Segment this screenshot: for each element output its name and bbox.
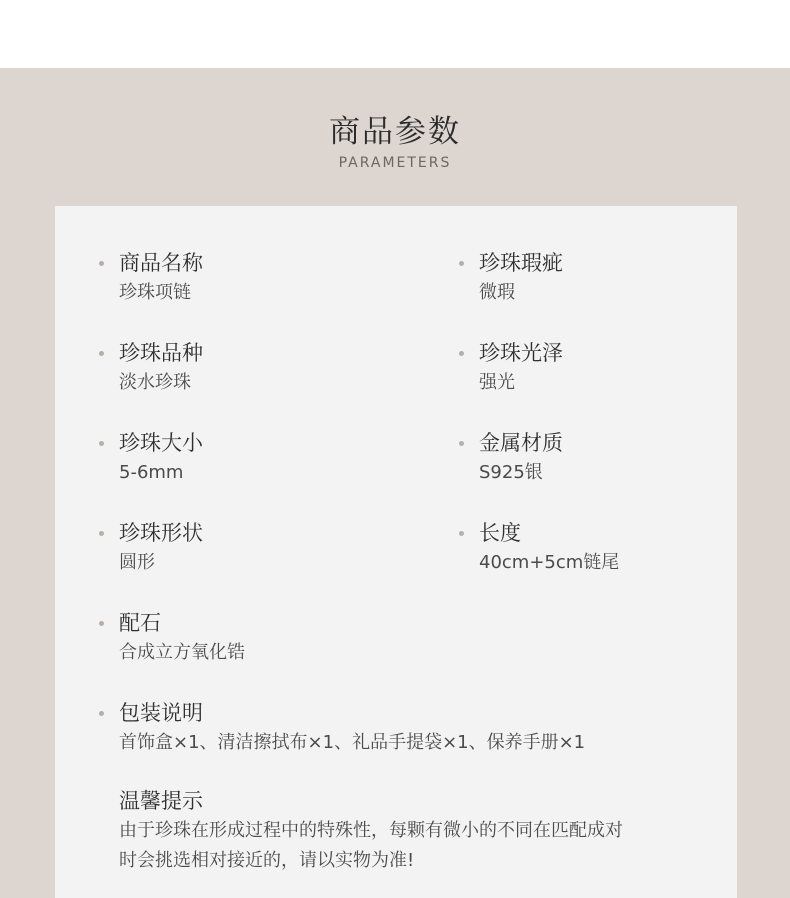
section-title: 商品参数 <box>329 114 461 150</box>
bullet-dot-icon <box>459 441 464 446</box>
param-name: 珍珠瑕疵 <box>479 251 563 275</box>
param-value: 强光 <box>479 372 515 393</box>
param-name: 配石 <box>119 611 161 635</box>
param-item-length <box>479 518 769 578</box>
param-item-pearl-flaw <box>479 248 769 308</box>
param-name: 珍珠光泽 <box>479 341 563 365</box>
param-name: 商品名称 <box>119 251 203 275</box>
section-subtitle: PARAMETERS <box>338 155 452 171</box>
param-name: 珍珠品种 <box>119 341 203 365</box>
param-item-pearl-luster <box>479 338 769 398</box>
param-name: 珍珠大小 <box>119 431 203 455</box>
reminder-text-line: 由于珍珠在形成过程中的特殊性，每颗有微小的不同在匹配成对 <box>119 820 623 841</box>
param-item-pearl-size <box>119 428 409 488</box>
param-item-metal-material <box>479 428 769 488</box>
param-item-product-name <box>119 248 409 308</box>
bullet-dot-icon <box>459 351 464 356</box>
bullet-dot-icon <box>99 351 104 356</box>
parameters-section <box>0 68 790 898</box>
param-name: 包装说明 <box>119 701 203 725</box>
bullet-dot-icon <box>459 531 464 536</box>
param-item-packaging <box>119 698 709 758</box>
warm-reminder <box>119 786 709 876</box>
param-name: 珍珠形状 <box>119 521 203 545</box>
param-value: 圆形 <box>119 552 155 573</box>
bullet-dot-icon <box>459 261 464 266</box>
reminder-title: 温馨提示 <box>119 789 203 813</box>
param-value: 5-6mm <box>119 462 184 483</box>
param-item-pearl-type <box>119 338 409 398</box>
param-value: S925银 <box>479 462 543 483</box>
param-value: 合成立方氧化锆 <box>119 642 245 663</box>
bullet-dot-icon <box>99 441 104 446</box>
param-value: 淡水珍珠 <box>119 372 191 393</box>
param-value: 首饰盒×1、清洁擦拭布×1、礼品手提袋×1、保养手册×1 <box>119 732 586 753</box>
param-value: 珍珠项链 <box>119 282 191 303</box>
parameters-card <box>55 206 737 898</box>
param-item-accent-stone <box>119 608 709 668</box>
bullet-dot-icon <box>99 261 104 266</box>
bullet-dot-icon <box>99 621 104 626</box>
param-value: 微瑕 <box>479 282 515 303</box>
param-value: 40cm+5cm链尾 <box>479 552 620 573</box>
param-name: 长度 <box>479 521 521 545</box>
param-item-pearl-shape <box>119 518 409 578</box>
bullet-dot-icon <box>99 531 104 536</box>
param-name: 金属材质 <box>479 431 563 455</box>
bullet-dot-icon <box>99 711 104 716</box>
reminder-text-line: 时会挑选相对接近的，请以实物为准! <box>119 850 415 871</box>
